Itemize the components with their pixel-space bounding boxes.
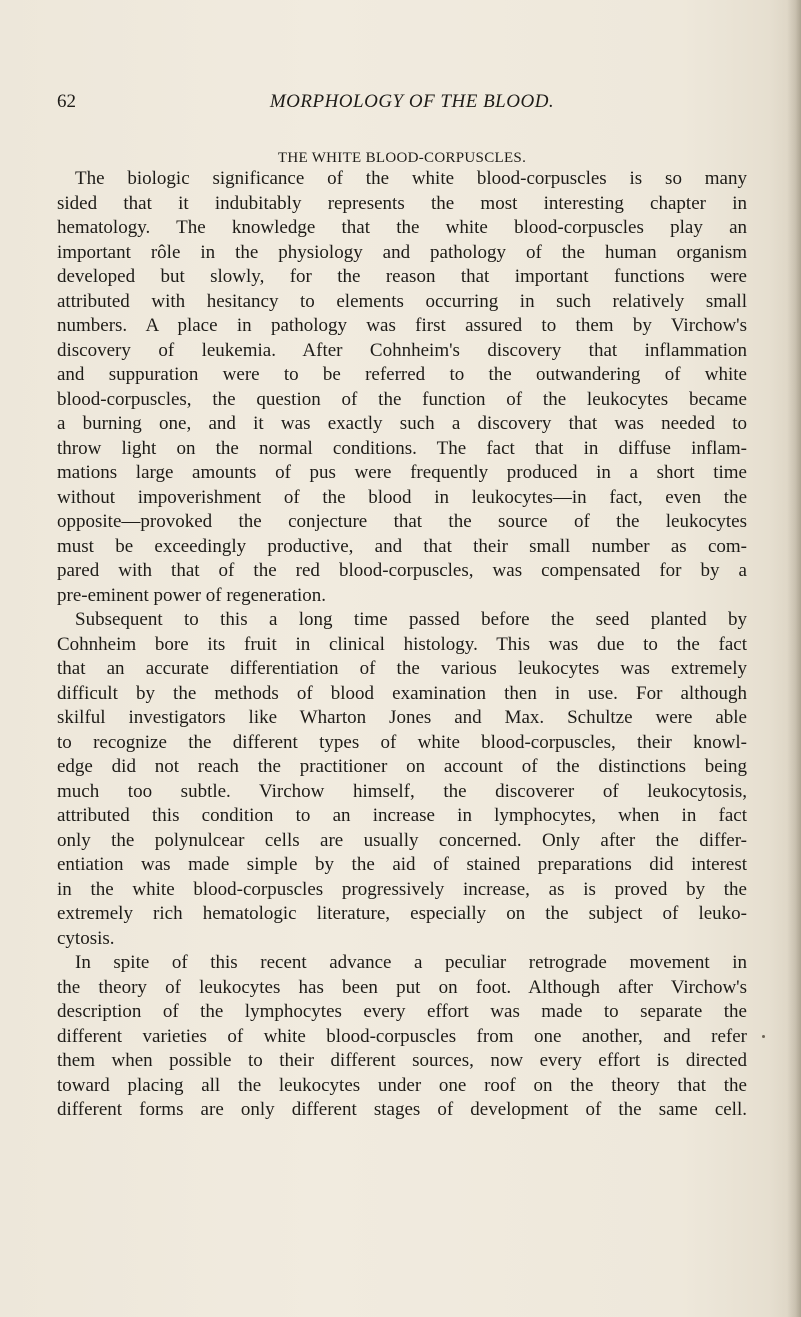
text-line: sided that it indubitably represents the most interesting chapter in: [57, 192, 747, 214]
text-line: developed but slowly, for the reason that important functions were: [57, 266, 747, 287]
text-line: discovery of leukemia. After Cohnheim's discovery that inflammation: [57, 339, 747, 361]
text-line: without impoverishment of the blood in leukocytes—in fact, even the: [57, 486, 747, 508]
text-line: only the polynulcear cells are usually concerned. Only after the differ-: [57, 829, 747, 851]
text-line: pared with that of the red blood-corpuscles, was compensated for by a: [57, 560, 747, 581]
running-title: MORPHOLOGY OF THE BLOOD.: [269, 91, 555, 112]
text-line: much too subtle. Virchow himself, the discoverer of leukocytosis,: [57, 780, 747, 802]
text-line: different varieties of white blood-corpuscles from one another, and refer: [57, 1025, 747, 1047]
text-line: different forms are only different stages of development of the same cell.: [57, 1099, 747, 1120]
text-line: difficult by the methods of blood examination then in use. For although: [57, 682, 747, 704]
text-line: Subsequent to this a long time passed before the seed planted by: [75, 609, 747, 630]
running-header: [57, 89, 747, 115]
text-line: them when possible to their different sources, now every effort is directed: [57, 1050, 747, 1071]
text-line: and suppuration were to be referred to the outwandering of white: [57, 364, 747, 385]
text-line: must be exceedingly productive, and that their small number as com-: [57, 535, 747, 557]
text-line: Cohnheim bore its fruit in clinical histology. This was due to the fact: [57, 633, 747, 655]
text-line: entiation was made simple by the aid of stained preparations did interest: [57, 854, 747, 875]
text-line: skilful investigators like Wharton Jones and Max. Schultze were able: [57, 707, 747, 728]
text-line: numbers. A place in pathology was first assured to them by Virchow's: [57, 315, 747, 336]
text-line: attributed with hesitancy to elements occurring in such relatively small: [57, 290, 747, 312]
text-line: pre-eminent power of regeneration.: [57, 584, 327, 606]
text-line: edge did not reach the practitioner on account of the distinctions being: [57, 756, 747, 777]
page-edge-shadow: [787, 0, 801, 1317]
text-line: hematology. The knowledge that the white blood-corpuscles play an: [57, 217, 747, 238]
text-line: toward placing all the leukocytes under one roof on the theory that the: [57, 1074, 747, 1096]
text-line: a burning one, and it was exactly such a discovery that was needed to: [57, 413, 747, 434]
body-text: [57, 167, 747, 1123]
text-line: the theory of leukocytes has been put on foot. Although after Virchow's: [57, 976, 747, 998]
text-line: The biologic significance of the white blood-corpuscles is so many: [75, 168, 747, 189]
text-line: opposite—provoked the conjecture that the source of the leukocytes: [57, 511, 747, 532]
text-line: to recognize the different types of white blood-corpuscles, their knowl-: [57, 731, 747, 753]
text-line: extremely rich hematologic literature, especially on the subject of leuko-: [57, 903, 747, 924]
text-line: blood-corpuscles, the question of the function of the leukocytes became: [57, 388, 747, 410]
text-line: cytosis.: [57, 927, 115, 949]
text-line: In spite of this recent advance a peculiar retrograde movement in: [75, 952, 747, 973]
paper-speck: [762, 1035, 765, 1038]
section-heading: THE WHITE BLOOD-CORPUSCLES.: [277, 150, 527, 166]
text-line: important rôle in the physiology and pathology of the human organism: [57, 241, 747, 263]
text-line: mations large amounts of pus were frequently produced in a short time: [57, 462, 747, 483]
text-line: throw light on the normal conditions. The fact that in diffuse inflam-: [57, 437, 747, 459]
text-line: attributed this condition to an increase in lymphocytes, when in fact: [57, 805, 747, 826]
text-line: in the white blood-corpuscles progressively increase, as is proved by the: [57, 878, 747, 900]
text-line: that an accurate differentiation of the various leukocytes was extremely: [57, 658, 747, 679]
page-number: 62: [57, 91, 76, 112]
text-line: description of the lymphocytes every effort was made to separate the: [57, 1001, 747, 1022]
